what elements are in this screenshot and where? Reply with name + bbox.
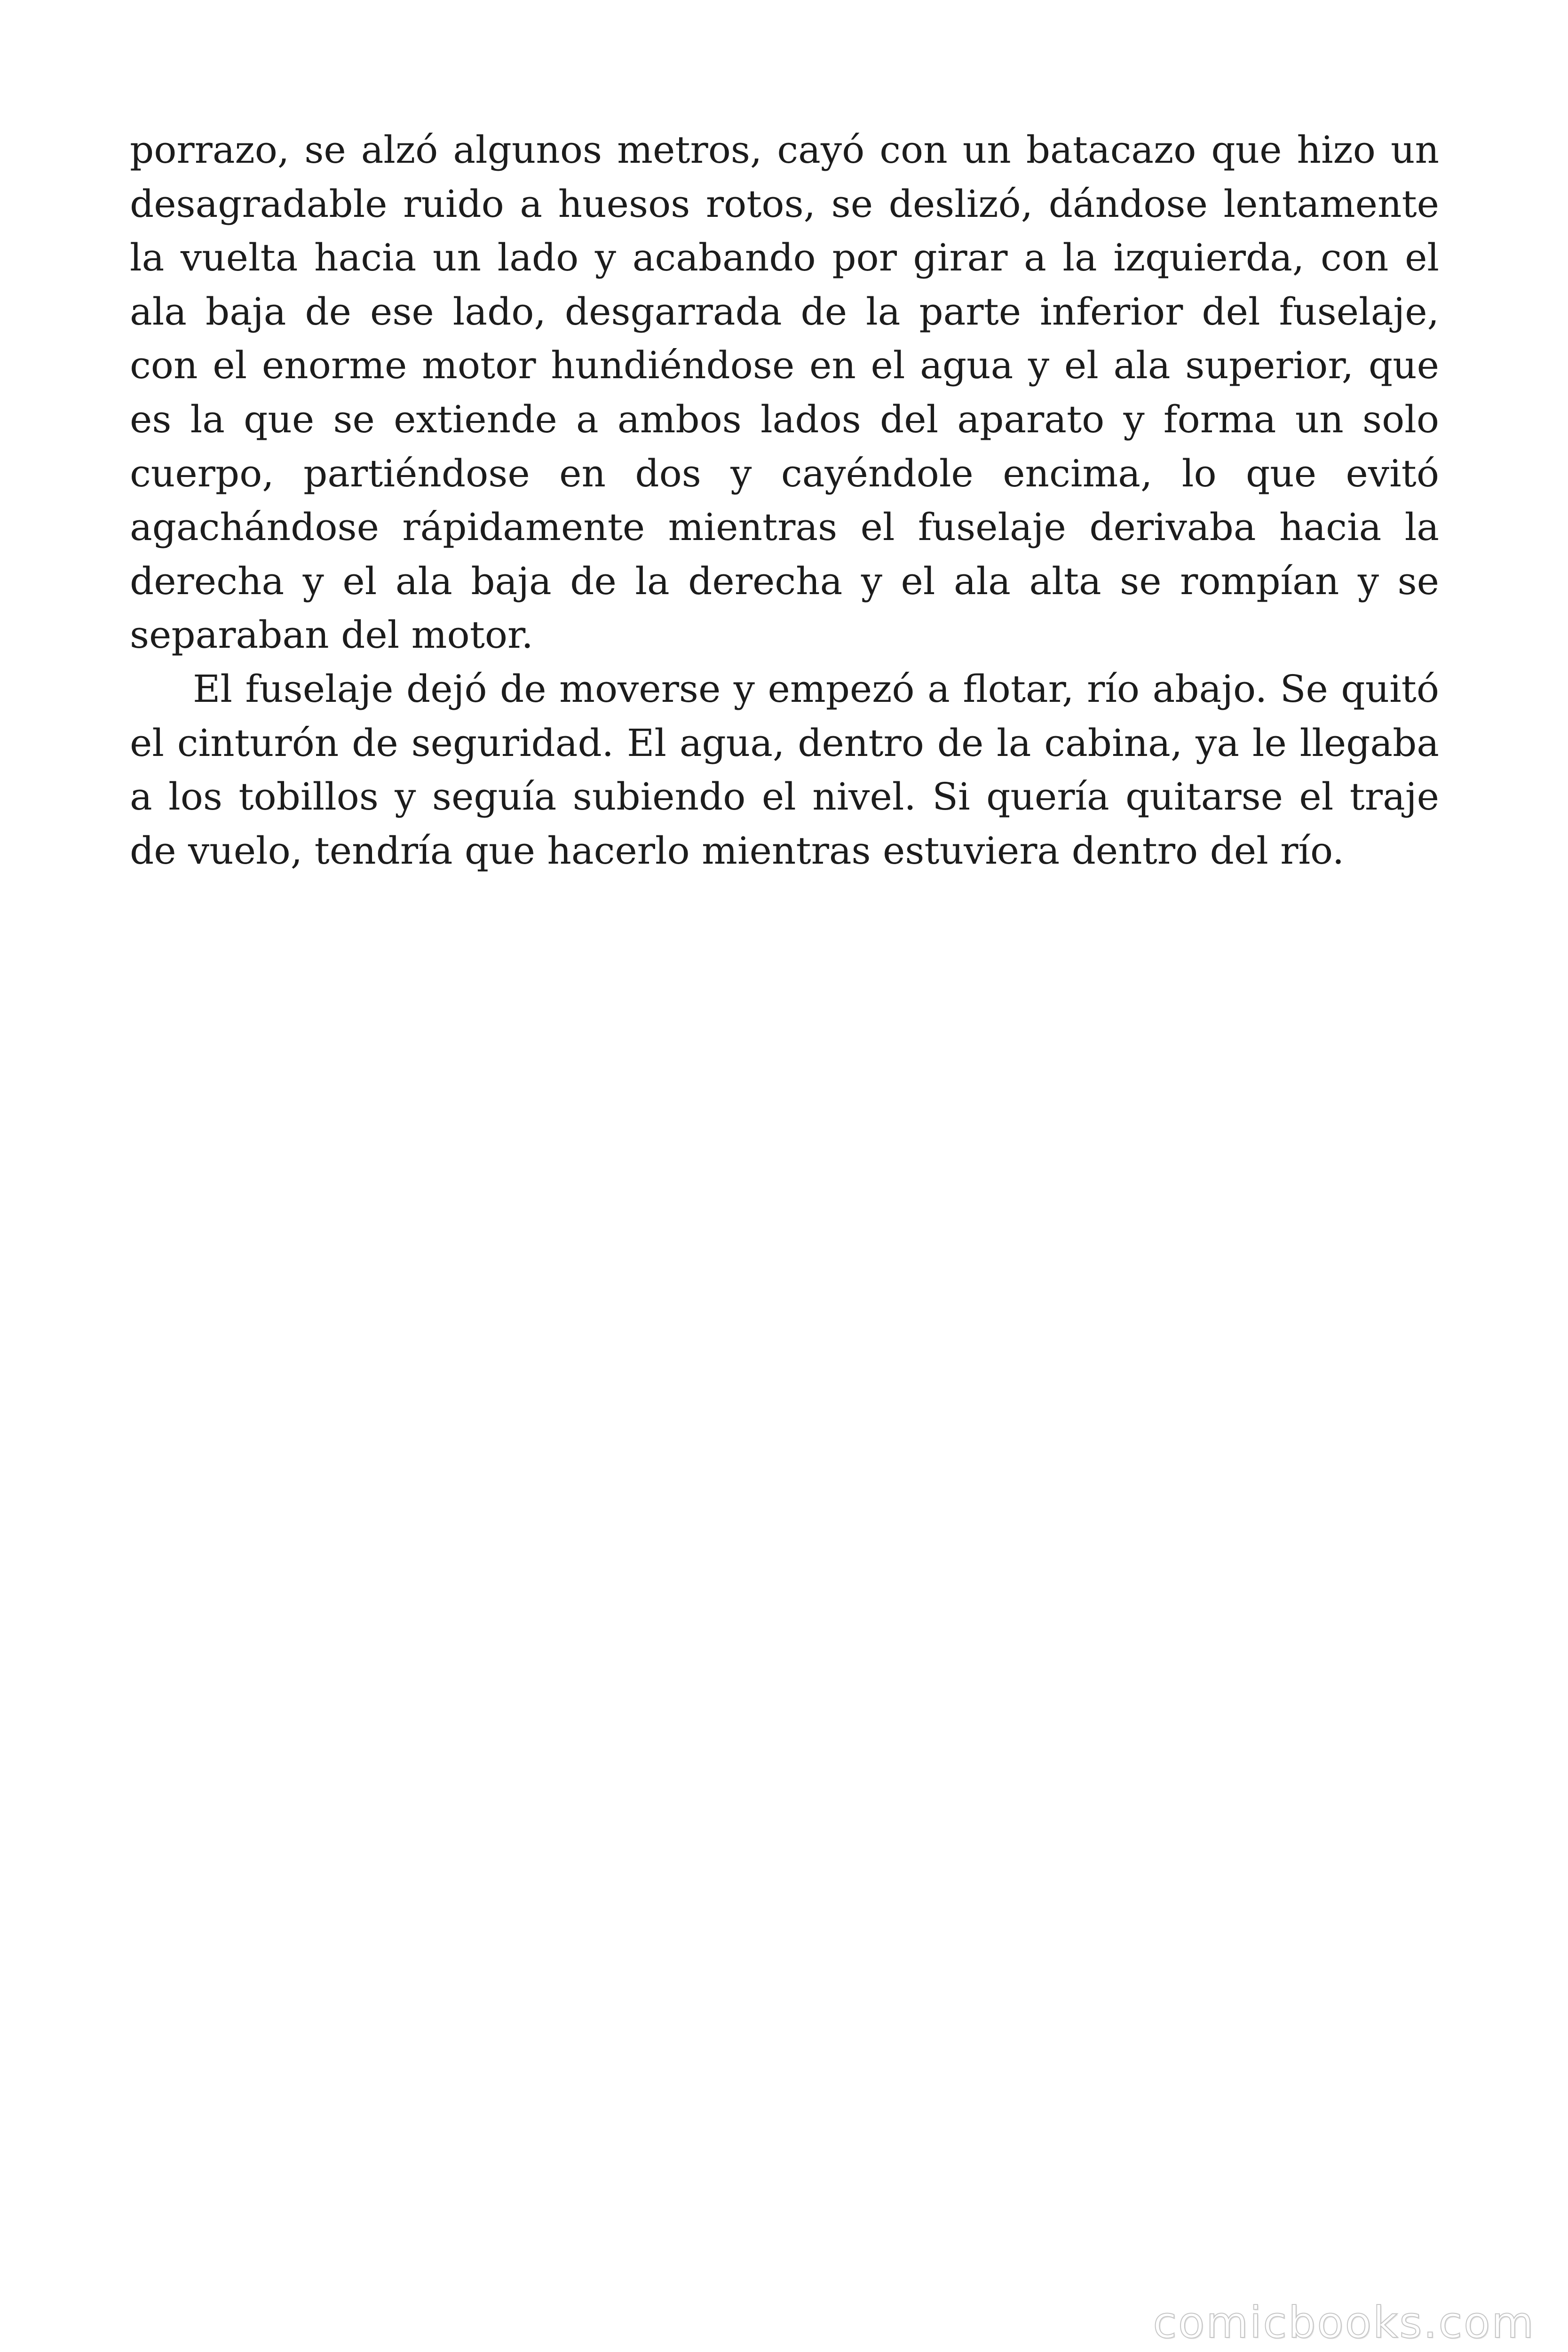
body-text [130,123,1439,878]
watermark-logo: comicbooks.com [1153,2297,1535,2348]
paragraph-continued: porrazo, se alzó algunos metros, cayó con un batacazo que hizo un desagradable ruido a huesos rotos, se deslizó, dándose lentamente la vuelta hacia un lado y acabando por girar a la izquierda, con el ala baja de ese lado, desgarrada de la parte inferior del fuselaje, con el enorme motor hundiéndose en el agua y el ala superior, que es la que se extiende a ambos lados del aparato y forma un solo cuerpo, partiéndose en dos y cayéndole encima, lo que evitó agachándose rápidamente mientras el fuselaje derivaba hacia la derecha y el ala baja de la derecha y el ala alta se rompían y se separaban del motor. [130,128,1439,657]
paragraph: El fuselaje dejó de moverse y empezó a flotar, río abajo. Se quitó el cinturón de seguridad. El agua, dentro de la cabina, ya le llegaba a los tobillos y seguía subiendo el nivel. Si quería quitarse el traje de vuelo, tendría que hacerlo mientras estuviera dentro del río. [130,667,1439,873]
